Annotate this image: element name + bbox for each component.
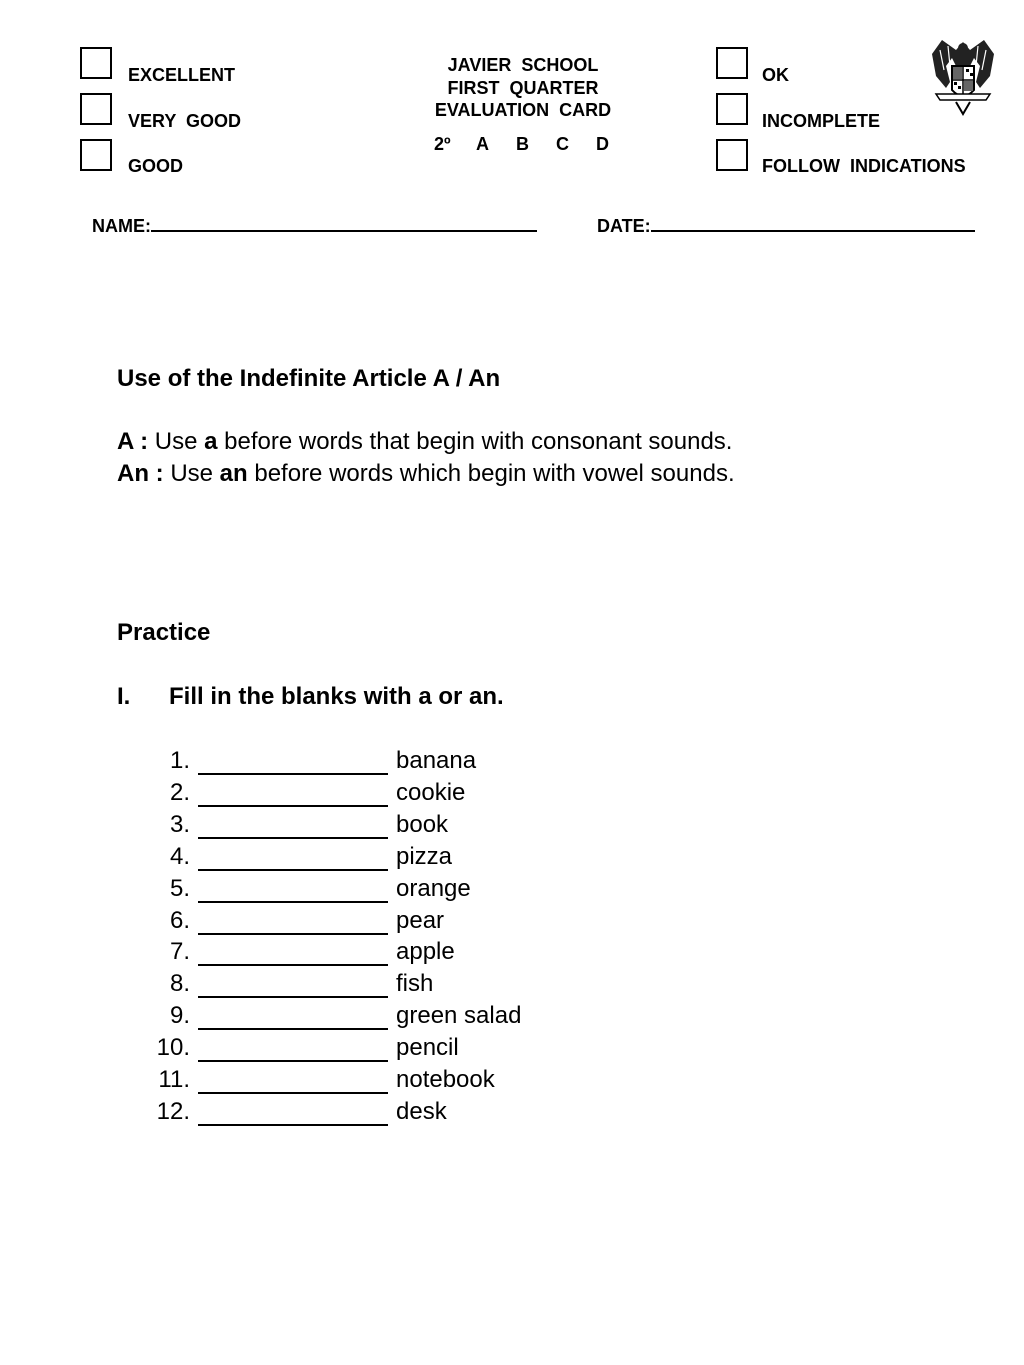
item-word: banana [396,747,477,774]
answer-blank[interactable] [198,1038,388,1062]
rule-an [117,460,735,488]
answer-blank[interactable] [198,911,388,935]
item-number: 10. [156,1034,190,1062]
excellent-label: EXCELLENT [128,65,236,85]
name-field[interactable] [82,195,537,237]
rule-a-pre: Use [148,428,205,455]
list-item [0,747,1024,779]
answer-blank[interactable] [198,751,388,775]
answer-blank[interactable] [198,879,388,903]
date-line[interactable] [651,216,975,232]
school-name: JAVIER SCHOOL [447,55,599,75]
rule-a-post: before words that begin with consonant sounds. [217,428,733,455]
rule-an-post: before words which begin with vowel sounds. [247,460,735,487]
item-word: desk [396,1097,447,1125]
list-item [0,907,1024,939]
lesson-title: Use of the Indefinite Article A / An [117,365,501,392]
rule-a-label: A : [117,428,149,455]
answer-blank[interactable] [198,1006,388,1030]
rule-a-word: a [204,428,218,455]
excellent-checkbox[interactable] [80,47,112,79]
item-number: 5. [169,874,190,902]
list-item [0,1098,1024,1130]
incomplete-checkbox[interactable] [716,93,748,125]
ok-label: OK [762,65,789,85]
ok-checkbox[interactable] [716,47,748,79]
rule-an-label: An : [117,460,164,487]
item-number: 1. [169,747,190,774]
item-word: book [396,810,449,838]
answer-blank[interactable] [198,942,388,966]
list-item [0,938,1024,970]
item-word: notebook [396,1066,495,1093]
answer-blank[interactable] [198,1070,388,1094]
quarter-title: FIRST QUARTER [447,78,599,98]
date-label: DATE: [597,216,651,236]
practice-instruction: Fill in the blanks with a or an. [169,683,504,710]
item-word: fish [396,970,434,998]
item-number: 4. [169,842,190,870]
list-item [0,843,1024,875]
answer-blank[interactable] [198,1102,388,1126]
practice-heading: Practice [117,619,211,646]
answer-blank[interactable] [198,783,388,807]
good-checkbox[interactable] [80,139,112,171]
item-word: apple [396,938,455,966]
list-item [0,970,1024,1002]
name-label: NAME: [92,216,152,236]
date-field[interactable] [587,195,975,237]
list-item [0,875,1024,907]
very-good-checkbox[interactable] [80,93,112,125]
list-item [0,1002,1024,1034]
follow-indications-checkbox[interactable] [716,139,748,171]
incomplete-label: INCOMPLETE [762,111,881,131]
grade-sections [434,134,616,155]
item-word: pencil [396,1034,459,1062]
answer-blank[interactable] [198,815,388,839]
card-title: EVALUATION CARD [434,100,612,120]
section-number: I. [117,683,131,710]
item-word: orange [396,874,471,902]
list-item [0,1034,1024,1066]
item-word: cookie [396,778,466,806]
name-line[interactable] [151,216,537,232]
section-d: D [596,134,609,154]
answer-blank[interactable] [198,847,388,871]
item-number: 3. [169,810,190,838]
eagle-crest-icon [930,36,996,116]
good-label: GOOD [128,156,184,176]
follow-indications-label: FOLLOW INDICATIONS [762,156,966,176]
item-number: 8. [169,970,190,998]
section-a: A [476,134,489,154]
grade-level: 2º [434,134,451,154]
item-number: 6. [169,906,190,934]
item-word: green salad [396,1002,522,1030]
rule-an-word: an [219,460,248,487]
section-b: B [516,134,529,154]
answer-blank[interactable] [198,974,388,998]
rule-a [117,428,732,456]
item-number: 2. [169,778,190,806]
section-c: C [556,134,569,154]
item-number: 9. [169,1002,190,1030]
rule-an-pre: Use [163,460,220,487]
very-good-label: VERY GOOD [128,111,242,131]
item-word: pizza [396,842,453,870]
list-item [0,779,1024,811]
item-word: pear [396,906,445,934]
item-number: 7. [169,938,190,966]
item-number: 11. [158,1066,190,1093]
item-number: 12. [156,1097,190,1125]
list-item [0,1066,1024,1098]
list-item [0,811,1024,843]
